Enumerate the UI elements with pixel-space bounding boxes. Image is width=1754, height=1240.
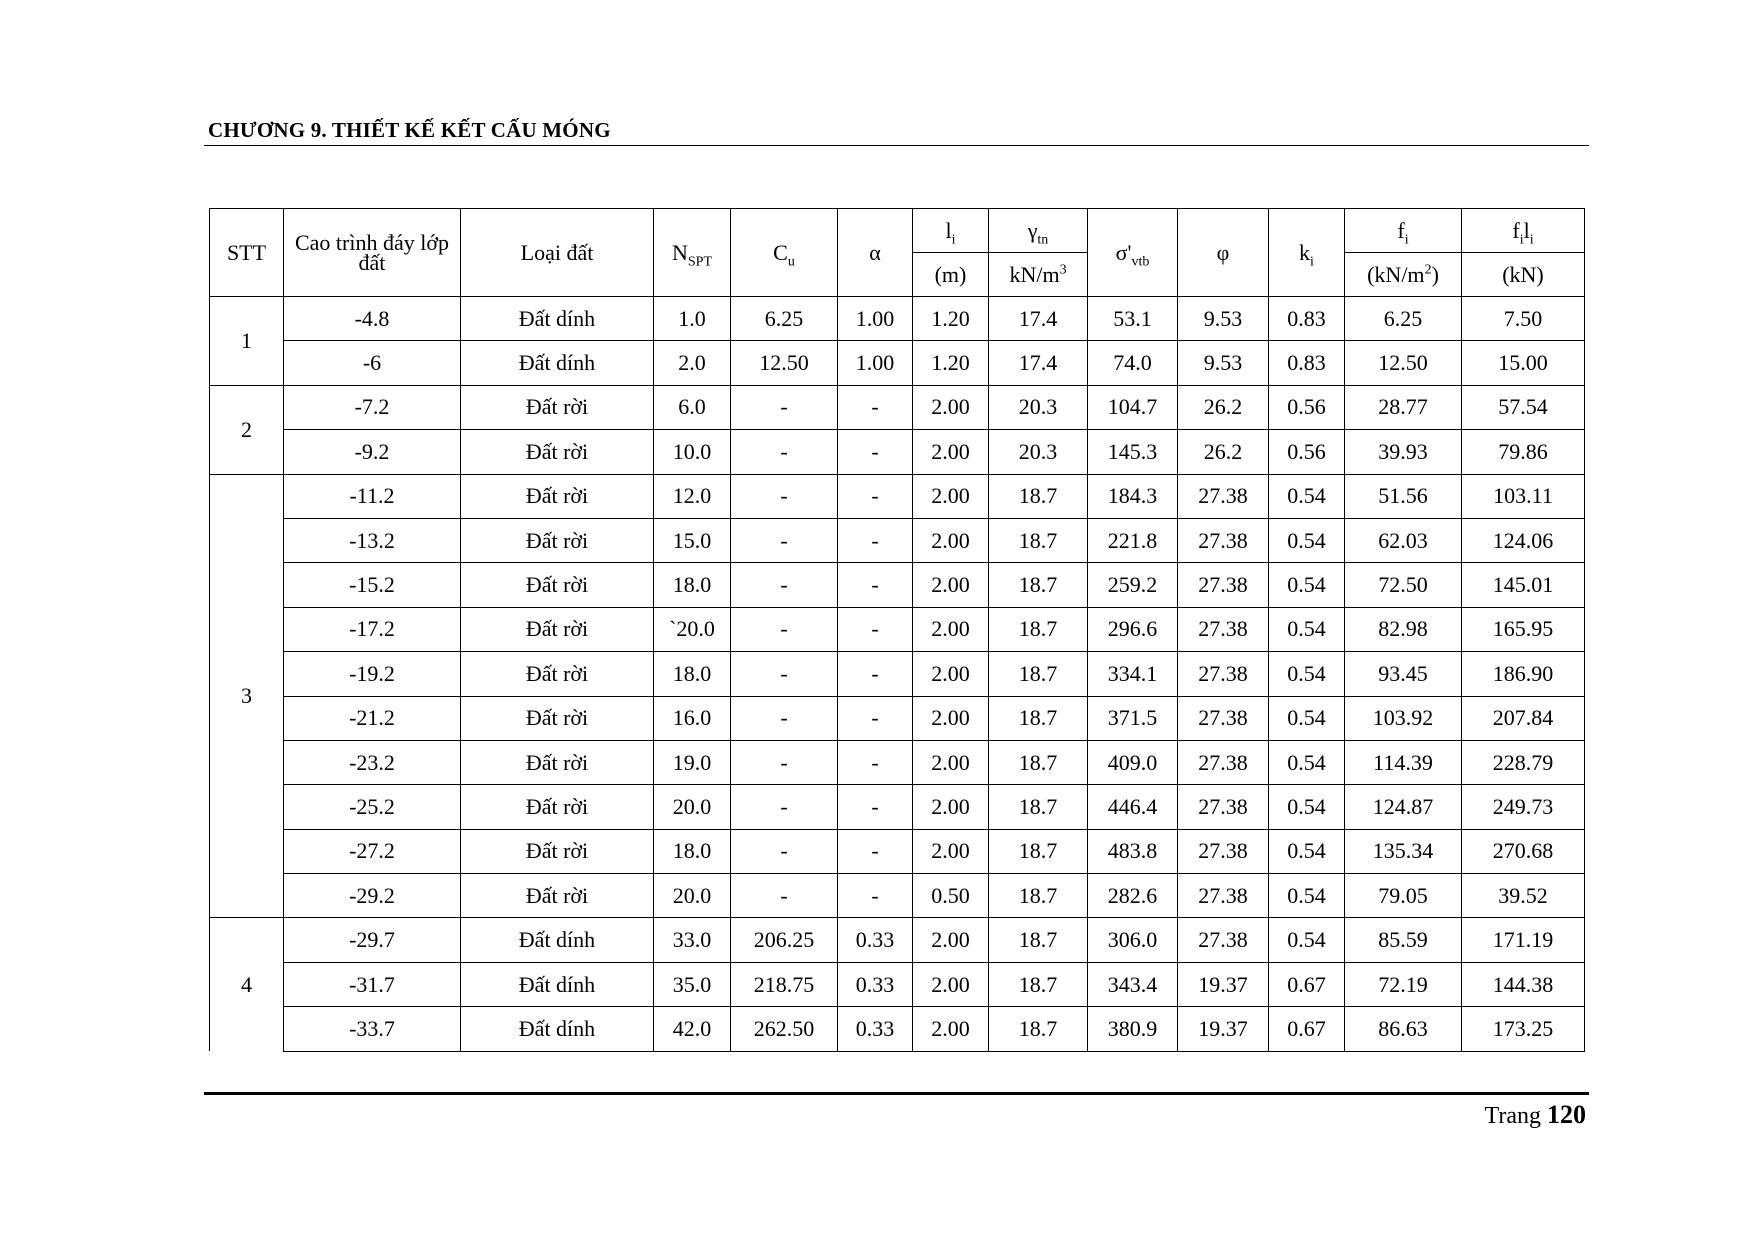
header-depth-line2: lớp đất [358,229,449,275]
stt-cell: 2 [210,385,284,474]
soil-cell: Đất rời [461,740,654,784]
li-cell: 2.00 [913,563,989,607]
ki-cell: 0.83 [1269,297,1345,341]
header-alpha: α [838,209,913,297]
fili-cell: 144.38 [1462,962,1585,1006]
fi-cell: 114.39 [1345,740,1462,784]
ki-cell: 0.54 [1269,474,1345,518]
fili-cell: 228.79 [1462,740,1585,784]
stt-cell: 1 [210,297,284,386]
ki-cell: 0.54 [1269,518,1345,562]
ki-cell: 0.54 [1269,740,1345,784]
li-cell: 2.00 [913,785,989,829]
depth-cell: -17.2 [284,607,461,651]
cu-cell: - [731,385,838,429]
depth-cell: -13.2 [284,518,461,562]
fi-cell: 12.50 [1345,341,1462,385]
ki-cell: 0.56 [1269,430,1345,474]
alpha-cell: - [838,785,913,829]
cu-cell: 12.50 [731,341,838,385]
fi-cell: 135.34 [1345,829,1462,873]
li-cell: 2.00 [913,474,989,518]
gamma-cell: 20.3 [989,430,1088,474]
nspt-cell: 20.0 [654,785,731,829]
phi-cell: 27.38 [1178,474,1269,518]
cu-cell: - [731,785,838,829]
soil-cell: Đất rời [461,385,654,429]
table-row [210,563,1585,607]
ki-cell: 0.67 [1269,962,1345,1006]
table-row [210,430,1585,474]
header-nspt: $N_{SPT}$ [654,209,731,297]
li-cell: 2.00 [913,962,989,1006]
nspt-cell: 35.0 [654,962,731,1006]
header-fili-unit: (kN) [1462,253,1585,297]
li-cell: 2.00 [913,696,989,740]
fili-cell: 15.00 [1462,341,1585,385]
sigma-cell: 306.0 [1088,918,1178,962]
gamma-cell: 18.7 [989,1007,1088,1051]
soil-cell: Đất dính [461,918,654,962]
soil-cell: Đất rời [461,430,654,474]
li-cell: 2.00 [913,518,989,562]
depth-cell: -19.2 [284,652,461,696]
soil-cell: Đất dính [461,297,654,341]
sigma-cell: 343.4 [1088,962,1178,1006]
fi-cell: 82.98 [1345,607,1462,651]
ki-cell: 0.54 [1269,874,1345,918]
depth-cell: -21.2 [284,696,461,740]
fili-cell: 270.68 [1462,829,1585,873]
table-row [210,829,1585,873]
table-row [210,474,1585,518]
header-stt: STT [210,209,284,297]
phi-cell: 27.38 [1178,740,1269,784]
fi-cell: 85.59 [1345,918,1462,962]
nspt-cell: 33.0 [654,918,731,962]
nspt-cell: 1.0 [654,297,731,341]
sigma-cell: 221.8 [1088,518,1178,562]
sigma-cell: 371.5 [1088,696,1178,740]
header-row-1 [210,209,1585,253]
fili-cell: 207.84 [1462,696,1585,740]
depth-cell: -15.2 [284,563,461,607]
fili-cell: 39.52 [1462,874,1585,918]
cu-cell: - [731,829,838,873]
li-cell: 1.20 [913,341,989,385]
footer-divider [204,1092,1589,1095]
phi-cell: 27.38 [1178,874,1269,918]
depth-cell: -33.7 [284,1007,461,1051]
alpha-cell: - [838,696,913,740]
li-cell: 2.00 [913,430,989,474]
alpha-cell: - [838,474,913,518]
cu-cell: - [731,652,838,696]
soil-cell: Đất rời [461,829,654,873]
sigma-cell: 104.7 [1088,385,1178,429]
soil-cell: Đất rời [461,563,654,607]
alpha-cell: - [838,563,913,607]
alpha-cell: - [838,385,913,429]
ki-cell: 0.54 [1269,652,1345,696]
fili-cell: 173.25 [1462,1007,1585,1051]
fi-cell: 62.03 [1345,518,1462,562]
phi-cell: 27.38 [1178,696,1269,740]
fi-cell: 6.25 [1345,297,1462,341]
phi-cell: 27.38 [1178,918,1269,962]
gamma-cell: 18.7 [989,607,1088,651]
header-fi-unit: $(kN/m^2)$ [1345,253,1462,297]
phi-cell: 19.37 [1178,962,1269,1006]
soil-cell: Đất rời [461,652,654,696]
chapter-title: CHƯƠNG 9. THIẾT KẾ KẾT CẤU MÓNG [208,118,611,142]
header-depth-line1: Cao trình đáy [294,229,415,255]
li-cell: 2.00 [913,740,989,784]
soil-cell: Đất rời [461,696,654,740]
cu-cell: 262.50 [731,1007,838,1051]
header-ki: $k_i$ [1269,209,1345,297]
ki-cell: 0.67 [1269,1007,1345,1051]
fili-cell: 171.19 [1462,918,1585,962]
alpha-cell: - [838,430,913,474]
header-phi: φ [1178,209,1269,297]
cu-cell: - [731,740,838,784]
header-soil: Loại đất [461,209,654,297]
table-row [210,740,1585,784]
gamma-cell: 18.7 [989,563,1088,607]
soil-friction-table [209,208,1585,1052]
gamma-cell: 17.4 [989,297,1088,341]
sigma-cell: 145.3 [1088,430,1178,474]
sigma-cell: 334.1 [1088,652,1178,696]
sigma-cell: 483.8 [1088,829,1178,873]
fili-cell: 145.01 [1462,563,1585,607]
phi-cell: 27.38 [1178,829,1269,873]
fili-cell: 57.54 [1462,385,1585,429]
fili-cell: 124.06 [1462,518,1585,562]
soil-cell: Đất dính [461,341,654,385]
ki-cell: 0.56 [1269,385,1345,429]
gamma-cell: 17.4 [989,341,1088,385]
fili-cell: 186.90 [1462,652,1585,696]
gamma-cell: 18.7 [989,918,1088,962]
phi-cell: 26.2 [1178,430,1269,474]
cu-cell: - [731,563,838,607]
cu-cell: 218.75 [731,962,838,1006]
sigma-cell: 259.2 [1088,563,1178,607]
page-number-value: 120 [1547,1100,1586,1129]
alpha-cell: 0.33 [838,1007,913,1051]
phi-cell: 27.38 [1178,607,1269,651]
depth-cell: -9.2 [284,430,461,474]
page-label: Trang [1484,1103,1541,1129]
gamma-cell: 18.7 [989,962,1088,1006]
sigma-cell: 53.1 [1088,297,1178,341]
cu-cell: - [731,874,838,918]
header-fi: $f_i$ [1345,209,1462,253]
fi-cell: 79.05 [1345,874,1462,918]
soil-cell: Đất rời [461,607,654,651]
cu-cell: 206.25 [731,918,838,962]
header-gamma-unit: $kN/m^3$ [989,253,1088,297]
cu-cell: - [731,430,838,474]
li-cell: 0.50 [913,874,989,918]
alpha-cell: - [838,518,913,562]
table-row [210,918,1585,962]
li-cell: 1.20 [913,297,989,341]
fili-cell: 103.11 [1462,474,1585,518]
fi-cell: 124.87 [1345,785,1462,829]
phi-cell: 19.37 [1178,1007,1269,1051]
table-row [210,607,1585,651]
table-row [210,1007,1585,1051]
soil-cell: Đất dính [461,962,654,1006]
depth-cell: -7.2 [284,385,461,429]
sigma-cell: 296.6 [1088,607,1178,651]
nspt-cell: 2.0 [654,341,731,385]
nspt-cell: 42.0 [654,1007,731,1051]
fi-cell: 93.45 [1345,652,1462,696]
fi-cell: 103.92 [1345,696,1462,740]
alpha-cell: - [838,607,913,651]
phi-cell: 27.38 [1178,652,1269,696]
alpha-cell: 1.00 [838,341,913,385]
nspt-cell: 18.0 [654,652,731,696]
alpha-cell: 0.33 [838,962,913,1006]
gamma-cell: 18.7 [989,785,1088,829]
nspt-cell: 12.0 [654,474,731,518]
depth-cell: -23.2 [284,740,461,784]
table-row [210,785,1585,829]
ki-cell: 0.54 [1269,696,1345,740]
sigma-cell: 380.9 [1088,1007,1178,1051]
fi-cell: 51.56 [1345,474,1462,518]
nspt-cell: 18.0 [654,829,731,873]
sigma-cell: 74.0 [1088,341,1178,385]
alpha-cell: - [838,874,913,918]
phi-cell: 27.38 [1178,563,1269,607]
phi-cell: 26.2 [1178,385,1269,429]
phi-cell: 27.38 [1178,518,1269,562]
ki-cell: 0.54 [1269,829,1345,873]
header-depth [284,209,461,297]
depth-cell: -25.2 [284,785,461,829]
li-cell: 2.00 [913,385,989,429]
fi-cell: 72.19 [1345,962,1462,1006]
sigma-cell: 184.3 [1088,474,1178,518]
stt-cell: 4 [210,918,284,1051]
fi-cell: 39.93 [1345,430,1462,474]
gamma-cell: 18.7 [989,474,1088,518]
sigma-cell: 282.6 [1088,874,1178,918]
table-row [210,297,1585,341]
ki-cell: 0.54 [1269,563,1345,607]
soil-cell: Đất rời [461,518,654,562]
depth-cell: -31.7 [284,962,461,1006]
stt-cell: 3 [210,474,284,918]
alpha-cell: - [838,829,913,873]
nspt-cell: 10.0 [654,430,731,474]
gamma-cell: 20.3 [989,385,1088,429]
header-gamma: $\gamma_{tn}$ [989,209,1088,253]
header-li-unit: (m) [913,253,989,297]
nspt-cell: 16.0 [654,696,731,740]
sigma-cell: 409.0 [1088,740,1178,784]
ki-cell: 0.54 [1269,785,1345,829]
fili-cell: 249.73 [1462,785,1585,829]
fili-cell: 79.86 [1462,430,1585,474]
alpha-cell: 1.00 [838,297,913,341]
li-cell: 2.00 [913,829,989,873]
li-cell: 2.00 [913,607,989,651]
nspt-cell: `20.0 [654,607,731,651]
depth-cell: -29.2 [284,874,461,918]
header-divider [204,145,1589,146]
table-row [210,518,1585,562]
table-row [210,962,1585,1006]
alpha-cell: - [838,740,913,784]
alpha-cell: - [838,652,913,696]
soil-cell: Đất rời [461,474,654,518]
cu-cell: 6.25 [731,297,838,341]
gamma-cell: 18.7 [989,518,1088,562]
header-fili: $f_il_i$ [1462,209,1585,253]
soil-cell: Đất dính [461,1007,654,1051]
gamma-cell: 18.7 [989,652,1088,696]
cu-cell: - [731,518,838,562]
fi-cell: 86.63 [1345,1007,1462,1051]
depth-cell: -6 [284,341,461,385]
nspt-cell: 20.0 [654,874,731,918]
nspt-cell: 6.0 [654,385,731,429]
table-row [210,341,1585,385]
fili-cell: 7.50 [1462,297,1585,341]
ki-cell: 0.83 [1269,341,1345,385]
table-row [210,385,1585,429]
table-row [210,874,1585,918]
nspt-cell: 18.0 [654,563,731,607]
li-cell: 2.00 [913,652,989,696]
fi-cell: 72.50 [1345,563,1462,607]
sigma-cell: 446.4 [1088,785,1178,829]
phi-cell: 9.53 [1178,297,1269,341]
li-cell: 2.00 [913,918,989,962]
depth-cell: -11.2 [284,474,461,518]
fi-cell: 28.77 [1345,385,1462,429]
ki-cell: 0.54 [1269,607,1345,651]
header-sigma: $\sigma'_{vtb}$ [1088,209,1178,297]
depth-cell: -27.2 [284,829,461,873]
page-number [1485,1100,1586,1130]
depth-cell: -4.8 [284,297,461,341]
fili-cell: 165.95 [1462,607,1585,651]
header-li: $l_i$ [913,209,989,253]
soil-cell: Đất rời [461,785,654,829]
cu-cell: - [731,696,838,740]
nspt-cell: 19.0 [654,740,731,784]
gamma-cell: 18.7 [989,696,1088,740]
gamma-cell: 18.7 [989,874,1088,918]
alpha-cell: 0.33 [838,918,913,962]
header-cu: $C_u$ [731,209,838,297]
nspt-cell: 15.0 [654,518,731,562]
ki-cell: 0.54 [1269,918,1345,962]
soil-cell: Đất rời [461,874,654,918]
cu-cell: - [731,474,838,518]
cu-cell: - [731,607,838,651]
gamma-cell: 18.7 [989,829,1088,873]
gamma-cell: 18.7 [989,740,1088,784]
phi-cell: 9.53 [1178,341,1269,385]
depth-cell: -29.7 [284,918,461,962]
phi-cell: 27.38 [1178,785,1269,829]
table-row [210,696,1585,740]
li-cell: 2.00 [913,1007,989,1051]
table-row [210,652,1585,696]
